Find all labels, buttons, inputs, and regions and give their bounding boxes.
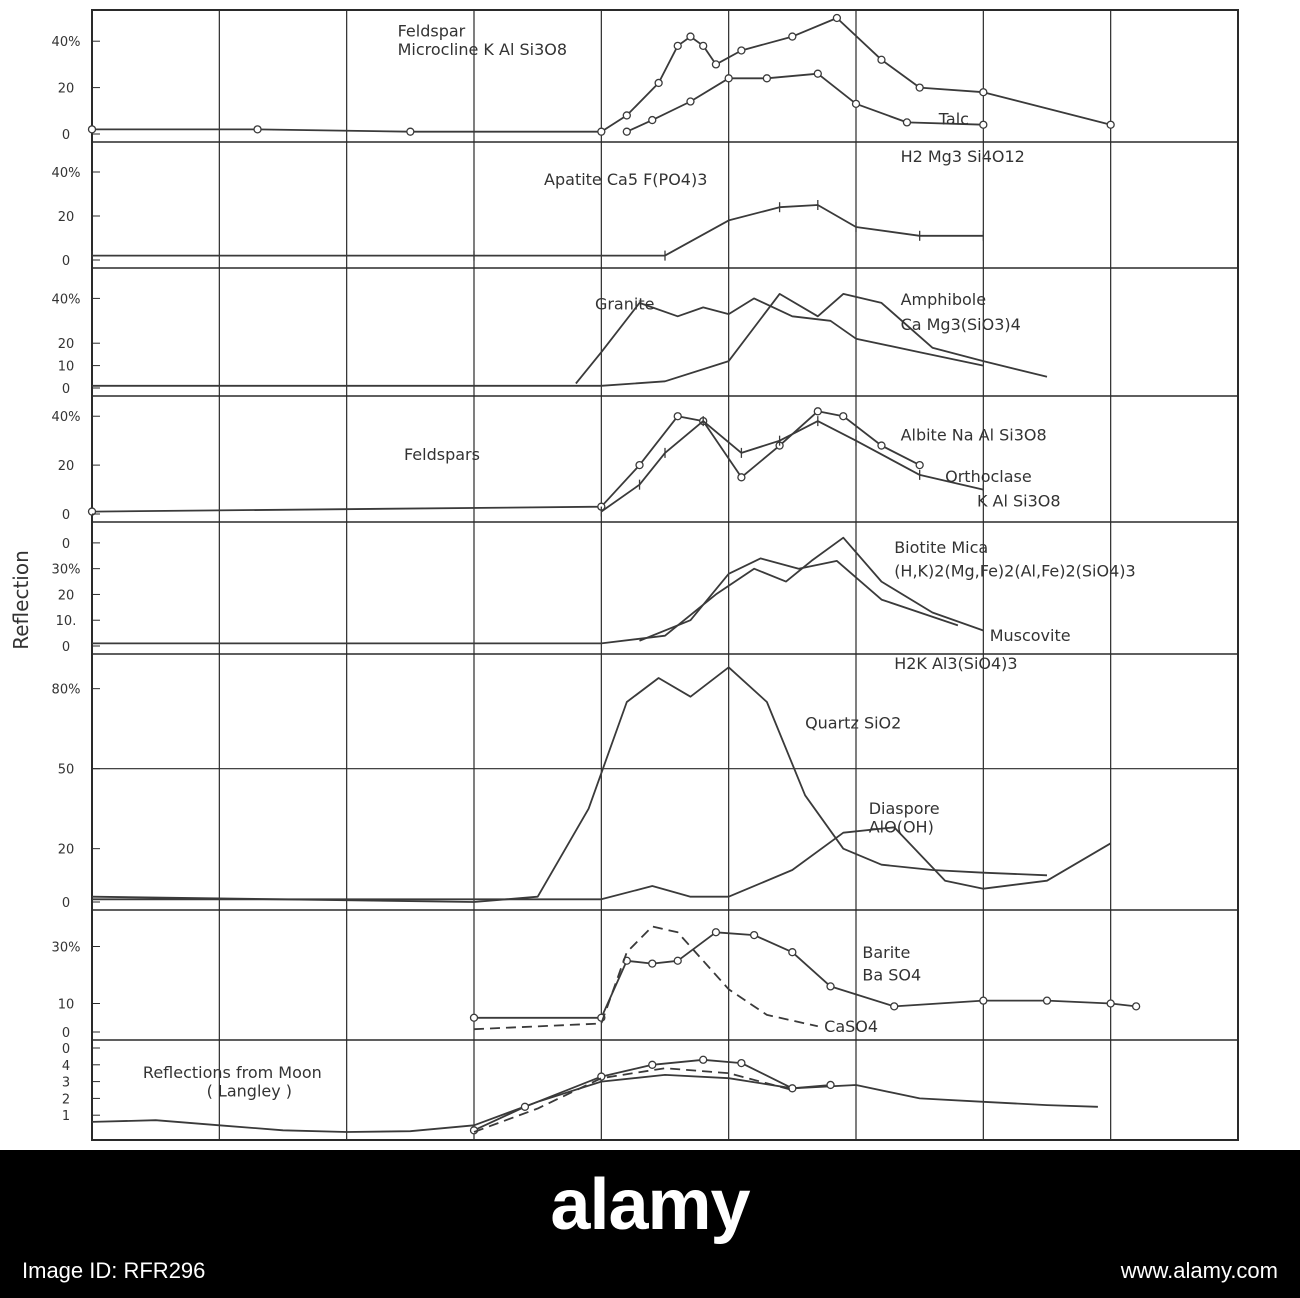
annotation-label: Orthoclase <box>945 467 1032 487</box>
series-point <box>89 126 96 133</box>
y-tick-label: 4 <box>61 1058 71 1074</box>
y-tick-label: 40% <box>51 35 81 51</box>
annotation-label: AlO(OH) <box>868 817 934 837</box>
stock-footer <box>0 1258 1300 1298</box>
y-tick-label: 50 <box>57 762 75 778</box>
series-point <box>712 61 719 68</box>
y-tick-label: 1 <box>61 1109 71 1125</box>
series-point <box>903 119 910 126</box>
series-point <box>891 1003 898 1010</box>
series-point <box>674 42 681 49</box>
y-tick-label: 40% <box>51 166 81 181</box>
annotation-label: H2K Al3(SiO4)3 <box>894 654 1018 674</box>
series-point <box>751 932 758 939</box>
series-point <box>833 15 840 22</box>
series-line <box>92 411 920 511</box>
series-line <box>92 667 1047 902</box>
annotation-label: Reflections from Moon <box>142 1063 322 1083</box>
series-point <box>712 929 719 936</box>
chart-ticks <box>9 35 1269 1166</box>
y-tick-label: 0 <box>61 896 71 911</box>
series-point <box>789 949 796 956</box>
series-point <box>763 75 770 82</box>
series-point <box>916 462 923 469</box>
stock-logo: alamy <box>550 1165 750 1245</box>
series-point <box>916 84 923 91</box>
y-tick-label: 30% <box>51 562 81 578</box>
series-point <box>738 47 745 54</box>
series-point <box>738 1060 745 1067</box>
annotation-label: Feldspars <box>403 445 480 465</box>
series-point <box>814 70 821 77</box>
series-point <box>840 413 847 420</box>
annotation-label: ( Langley ) <box>206 1081 293 1101</box>
series-point <box>1107 1000 1114 1007</box>
series-point <box>738 474 745 481</box>
annotation-label: CaSO4 <box>824 1017 879 1036</box>
annotation-label: Albite Na Al Si3O8 <box>900 425 1047 445</box>
series-point <box>254 126 261 133</box>
y-tick-label: 20 <box>57 210 75 225</box>
y-tick-label: 20 <box>57 81 75 97</box>
annotation-label: Quartz SiO2 <box>805 713 902 733</box>
annotation-label: Apatite Ca5 F(PO4)3 <box>544 170 708 190</box>
y-tick-label: 30% <box>51 940 81 956</box>
series-point <box>687 98 694 105</box>
series-point <box>789 33 796 40</box>
annotation-label: Feldspar <box>397 21 466 41</box>
y-tick-label: 0 <box>61 1026 71 1041</box>
series-point <box>674 957 681 964</box>
series-point <box>623 128 630 135</box>
series-point <box>471 1014 478 1021</box>
annotation-label: Barite <box>862 942 911 962</box>
series-point <box>853 100 860 107</box>
series-point <box>521 1103 528 1110</box>
series-point <box>1133 1003 1140 1010</box>
series-point <box>814 408 821 415</box>
image-id-label: Image ID: RFR296 <box>22 1258 206 1283</box>
series-point <box>655 79 662 86</box>
series-line <box>92 538 983 644</box>
y-tick-label: 40% <box>51 410 81 426</box>
annotation-label: (H,K)2(Mg,Fe)2(Al,Fe)2(SiO4)3 <box>894 561 1136 581</box>
series-point <box>980 89 987 96</box>
annotation-label: Diaspore <box>868 799 940 818</box>
annotation-label: Ba SO4 <box>862 965 922 985</box>
series-point <box>649 117 656 124</box>
y-tick-label: 20 <box>57 842 75 858</box>
y-tick-label: 10 <box>57 359 75 375</box>
series-point <box>789 1085 796 1092</box>
annotation-label: K Al Si3O8 <box>976 491 1061 511</box>
annotation-label: Amphibole <box>900 290 987 310</box>
series-point <box>827 983 834 990</box>
series-line <box>92 205 983 256</box>
series-point <box>980 121 987 128</box>
y-tick-label: 20 <box>57 459 75 475</box>
y-tick-label: 0 <box>61 382 71 397</box>
series-line <box>474 1060 831 1131</box>
y-axis-label: Reflection <box>9 550 33 650</box>
series-point <box>725 75 732 82</box>
annotation-label: Microcline K Al Si3O8 <box>397 40 568 60</box>
y-tick-label: 0 <box>61 508 71 523</box>
series-point <box>649 1061 656 1068</box>
series-point <box>636 462 643 469</box>
series-point <box>674 413 681 420</box>
series-point <box>878 56 885 63</box>
series-point <box>827 1081 834 1088</box>
y-tick-label: 3 <box>61 1075 71 1091</box>
annotation-label: H2 Mg3 Si4O12 <box>900 146 1025 166</box>
y-tick-label: 20 <box>57 337 75 353</box>
series-point <box>700 42 707 49</box>
chart-labels <box>143 22 1136 1101</box>
y-tick-label: 10 <box>57 997 75 1013</box>
series-point <box>598 128 605 135</box>
y-tick-label: 20 <box>57 588 75 604</box>
series-point <box>623 112 630 119</box>
y-tick-label: 80% <box>51 682 81 698</box>
annotation-label: Talc <box>938 109 969 129</box>
y-tick-label: 40% <box>51 292 81 308</box>
y-tick-label: 0 <box>61 1042 71 1057</box>
series-point <box>980 997 987 1004</box>
site-label: www.alamy.com <box>1120 1258 1278 1283</box>
series-point <box>649 960 656 967</box>
series-point <box>878 442 885 449</box>
y-tick-label: 0 <box>61 254 71 269</box>
annotation-label: Granite <box>594 294 655 314</box>
y-tick-label: 0 <box>61 128 71 143</box>
y-tick-label: 10. <box>55 614 77 630</box>
series-point <box>1107 121 1114 128</box>
series-line <box>627 74 984 132</box>
series-point <box>700 1056 707 1063</box>
annotation-label: Biotite Mica <box>894 538 989 558</box>
series-point <box>407 128 414 135</box>
series-line <box>474 932 1136 1018</box>
y-tick-label: 0 <box>61 640 71 655</box>
series-line <box>474 927 818 1030</box>
y-tick-label: 0 <box>61 536 71 552</box>
series-point <box>687 33 694 40</box>
annotation-label: Ca Mg3(SiO3)4 <box>900 314 1021 334</box>
series-point <box>1044 997 1051 1004</box>
annotation-label: Muscovite <box>989 625 1071 645</box>
y-tick-label: 2 <box>61 1092 71 1108</box>
